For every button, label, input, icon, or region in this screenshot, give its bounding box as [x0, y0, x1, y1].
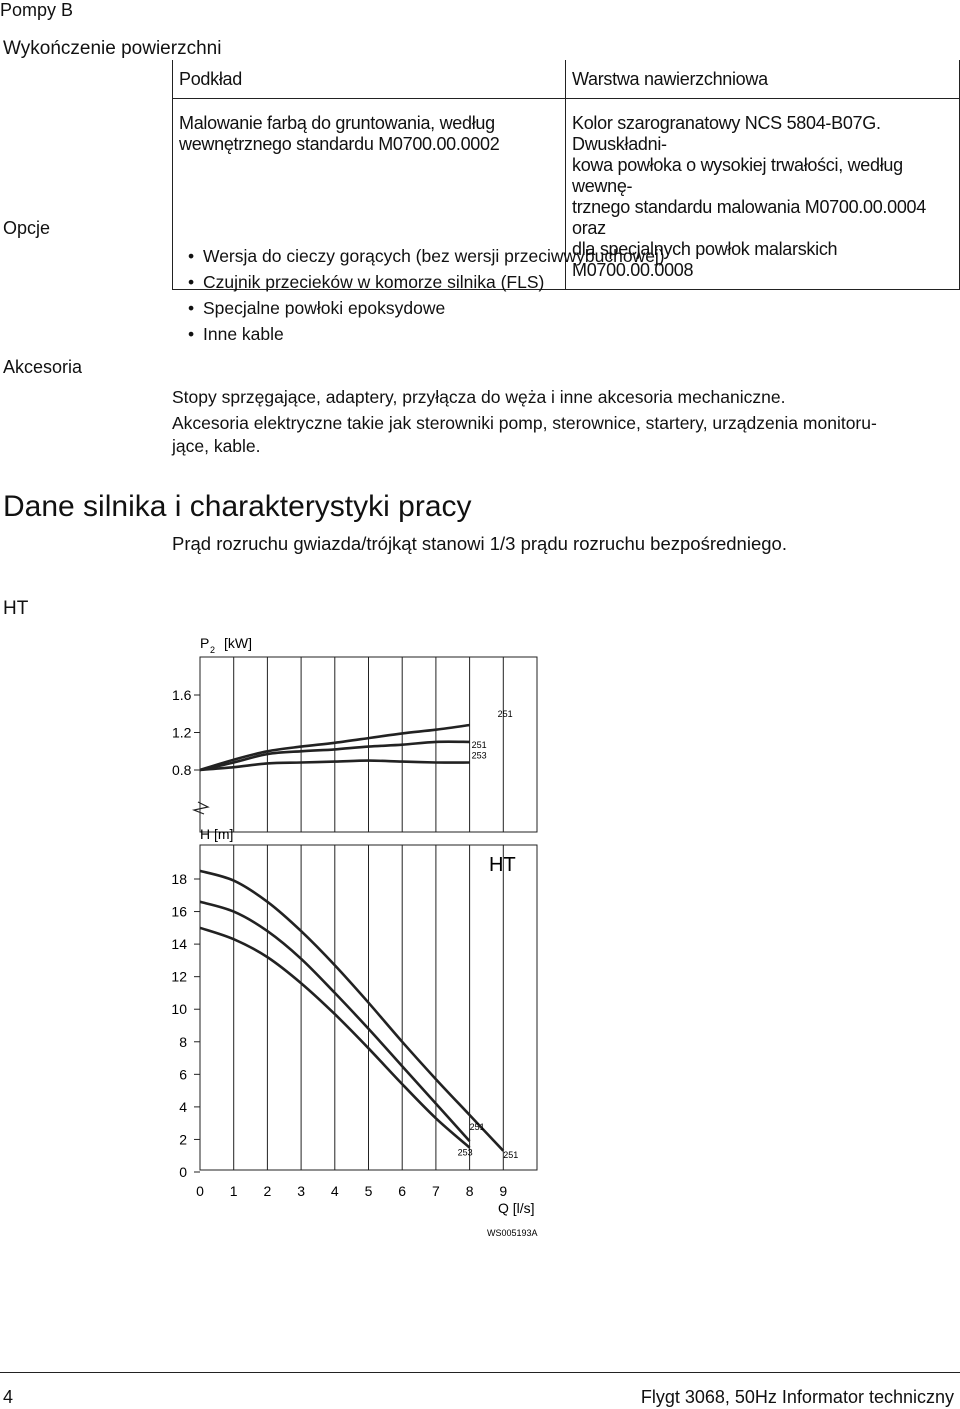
primer-text-line: Malowanie farbą do gruntowania, według — [179, 113, 495, 133]
head-curve-label: 253 — [457, 1147, 473, 1158]
drawing-code: WS005193A — [487, 1228, 538, 1238]
option-item: • Specjalne powłoki epoksydowe — [188, 295, 665, 321]
axis-break-icon — [194, 802, 208, 814]
accessories-electrical-line1: Akcesoria elektryczne takie jak sterowniki pomp, sterownice, startery, urządzenia monitoru- — [172, 413, 877, 433]
accessories-label: Akcesoria — [3, 357, 83, 377]
power-ylabel: P — [200, 635, 210, 651]
section-header: Pompy B — [0, 0, 74, 20]
head-xtick-label: 0 — [196, 1183, 204, 1199]
variant-label: HT — [3, 598, 29, 619]
power-curve-label: 253 — [471, 750, 487, 761]
head-xtick-label: 1 — [229, 1183, 238, 1199]
power-yunit: [kW] — [224, 635, 252, 651]
accessories-electrical-line2: jące, kable. — [172, 436, 261, 456]
head-curve-label: 251 — [469, 1122, 485, 1133]
starting-current-note: Prąd rozruchu gwiazda/trójkąt stanowi 1/3 prądu rozruchu bezpośredniego. — [172, 533, 787, 554]
option-item: • Inne kable — [188, 321, 665, 347]
options-list — [188, 243, 665, 347]
head-xtick-label: 6 — [398, 1183, 407, 1199]
primer-header: Podkład — [173, 60, 566, 99]
topcoat-text-line: dla specjalnych powłok malarskich M0700.00.0008 — [572, 239, 838, 280]
head-ytick-label: 10 — [171, 1001, 187, 1018]
power-ylabel-sub: 2 — [210, 645, 216, 655]
head-chart-title: HT — [489, 854, 516, 876]
power-ytick-label: 0.8 — [172, 762, 192, 778]
head-ytick-label: 0 — [179, 1164, 187, 1180]
head-xtick-label: 9 — [499, 1183, 508, 1199]
head-ytick-label: 2 — [179, 1131, 187, 1148]
head-xtick-label: 2 — [263, 1183, 272, 1199]
head-ytick-label: 18 — [171, 871, 187, 887]
head-chart — [171, 826, 537, 1238]
head-xtick-label: 4 — [330, 1183, 339, 1199]
head-ytick-label: 4 — [179, 1098, 187, 1115]
option-item: • Czujnik przecieków w komorze silnika (FLS) — [188, 269, 665, 295]
surface-finish-title: Wykończenie powierzchni — [3, 38, 222, 59]
head-ytick-label: 8 — [179, 1033, 187, 1050]
head-xtick-label: 7 — [432, 1183, 440, 1199]
power-chart — [172, 635, 537, 832]
head-xtick-label: 5 — [364, 1183, 373, 1199]
topcoat-header: Warstwa nawierzchniowa — [566, 60, 960, 99]
head-ytick-label: 14 — [171, 936, 187, 953]
primer-text-line: wewnętrznego standardu M0700.00.0002 — [179, 134, 500, 154]
head-ytick-label: 6 — [179, 1066, 187, 1083]
footer-divider — [0, 1372, 960, 1373]
page-number: 4 — [3, 1387, 14, 1407]
head-ytick-label: 16 — [171, 903, 187, 920]
options-label: Opcje — [3, 218, 51, 238]
topcoat-text-line: kowa powłoka o wysokiej trwałości, według wewnę- — [572, 155, 903, 196]
head-xlabel: Q [l/s] — [498, 1200, 535, 1216]
power-curve-label: 251 — [471, 739, 487, 750]
power-ytick-label: 1.2 — [172, 724, 192, 741]
head-xtick-label: 8 — [465, 1183, 474, 1199]
power-ytick-label: 1.6 — [172, 687, 192, 703]
motor-data-title: Dane silnika i charakterystyki pracy — [3, 490, 472, 523]
accessories-mechanical: Stopy sprzęgające, adaptery, przyłącza do węża i inne akcesoria mechaniczne. — [172, 387, 786, 407]
head-ytick-label: 12 — [171, 968, 187, 985]
head-curve-label: 251 — [503, 1149, 519, 1160]
topcoat-text-line: Kolor szarogranatowy NCS 5804-B07G. Dwuskładni- — [572, 113, 881, 154]
head-xtick-label: 3 — [297, 1183, 305, 1199]
option-item: • Wersja do cieczy gorących (bez wersji przeciwwybuchowej) — [188, 243, 665, 269]
performance-charts — [0, 620, 960, 1260]
power-curve-label: 251 — [497, 709, 513, 719]
head-ylabel: H [m] — [200, 826, 234, 842]
document-title: Flygt 3068, 50Hz Informator techniczny — [640, 1387, 954, 1407]
topcoat-text-line: trznego standardu malowania M0700.00.0004 oraz — [572, 197, 926, 238]
